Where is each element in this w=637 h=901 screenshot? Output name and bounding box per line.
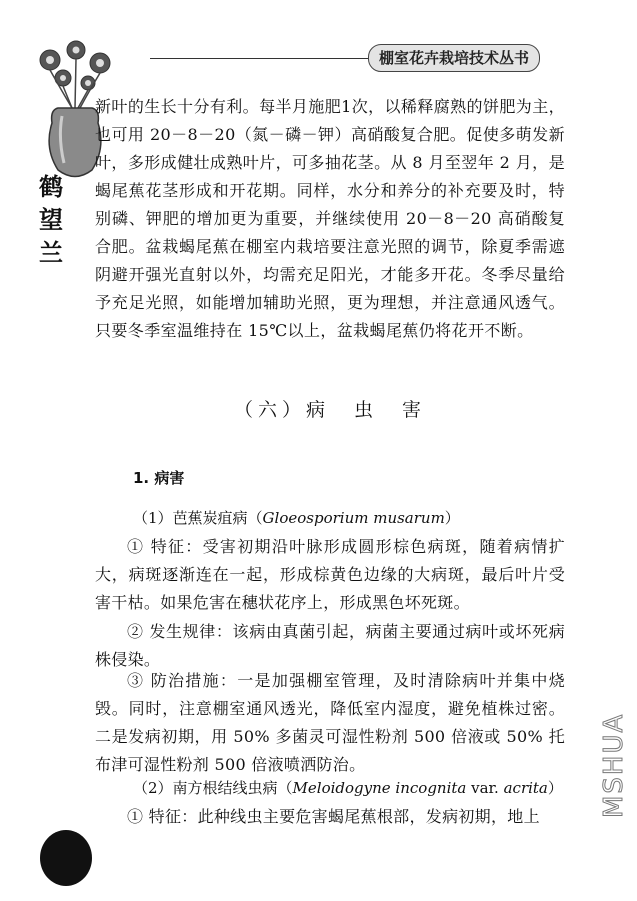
disease-item-title [133, 505, 460, 531]
vertical-title-char: 兰 [39, 238, 63, 267]
vertical-book-title [38, 170, 64, 269]
control-paragraph: ③ 防治措施：一是加强棚室管理，及时清除病叶并集中烧毁。同时，注意棚室通风透光，降低室内湿度，避免植株过密。二是发病初期，用 50% 多菌灵可湿性粉剂 500 倍液或 50% 托布津可湿性粉剂 500 倍液喷洒防治。 [95, 671, 565, 774]
body-paragraph: 新叶的生长十分有利。每半月施肥1次，以稀释腐熟的饼肥为主，也可用 20－8－20（氮－磷－钾）高硝酸复合肥。促使多萌发新叶，多形成健壮成熟叶片，可多抽花茎。从 8 月至翌年 2 月，是蝎尾蕉花茎形成和开花期。同样，水分和养分的补充要及时，特别磷、钾肥的增加更为重要，并继续使用 20－8－20 高硝酸复合肥。盆栽蝎尾蕉在棚室内栽培要注意光照的调节，除夏季需遮阴避开强光直射以外，均需充足阳光，才能多开花。冬季尽量给予充足光照，如能增加辅助光照，更为理想，并注意通风透气。只要冬季室温维持在 15℃以上，盆栽蝎尾蕉仍将花开不断。 [95, 97, 565, 340]
latin-name: Meloidogyne incognita [292, 779, 467, 797]
latin-name: Gloeosporium musarum [262, 509, 445, 527]
var-label: var. [466, 779, 504, 797]
bracket-close: ） [444, 509, 460, 527]
feature-paragraph: ① 特征：此种线虫主要危害蝎尾蕉根部，发病初期，地上 [127, 807, 540, 826]
series-title: 棚室花卉栽培技术丛书 [368, 44, 540, 72]
disease-name: （2）南方根结线虫病（ [133, 779, 293, 797]
disease-name: （1）芭蕉炭疽病（ [133, 509, 263, 527]
header-rule [150, 58, 368, 59]
sub-heading: 1. 病害 [133, 469, 185, 487]
vertical-title-char: 望 [39, 205, 63, 234]
latin-name: acrita [503, 779, 548, 797]
watermark: MSHUA [599, 712, 629, 818]
page-number-badge [40, 830, 92, 886]
vertical-title-char: 鹤 [39, 172, 63, 201]
bracket-close: ） [547, 779, 563, 797]
pattern-paragraph: ② 发生规律：该病由真菌引起，病菌主要通过病叶或坏死病株侵染。 [95, 622, 565, 669]
disease-item-title [133, 775, 563, 801]
section-heading: （六）病 虫 害 [233, 399, 426, 421]
feature-paragraph: ① 特征：受害初期沿叶脉形成圆形棕色病斑，随着病情扩大，病斑逐渐连在一起，形成棕黄色边缘的大病斑，最后叶片受害干枯。如果危害在穗状花序上，形成黑色坏死斑。 [95, 537, 565, 612]
